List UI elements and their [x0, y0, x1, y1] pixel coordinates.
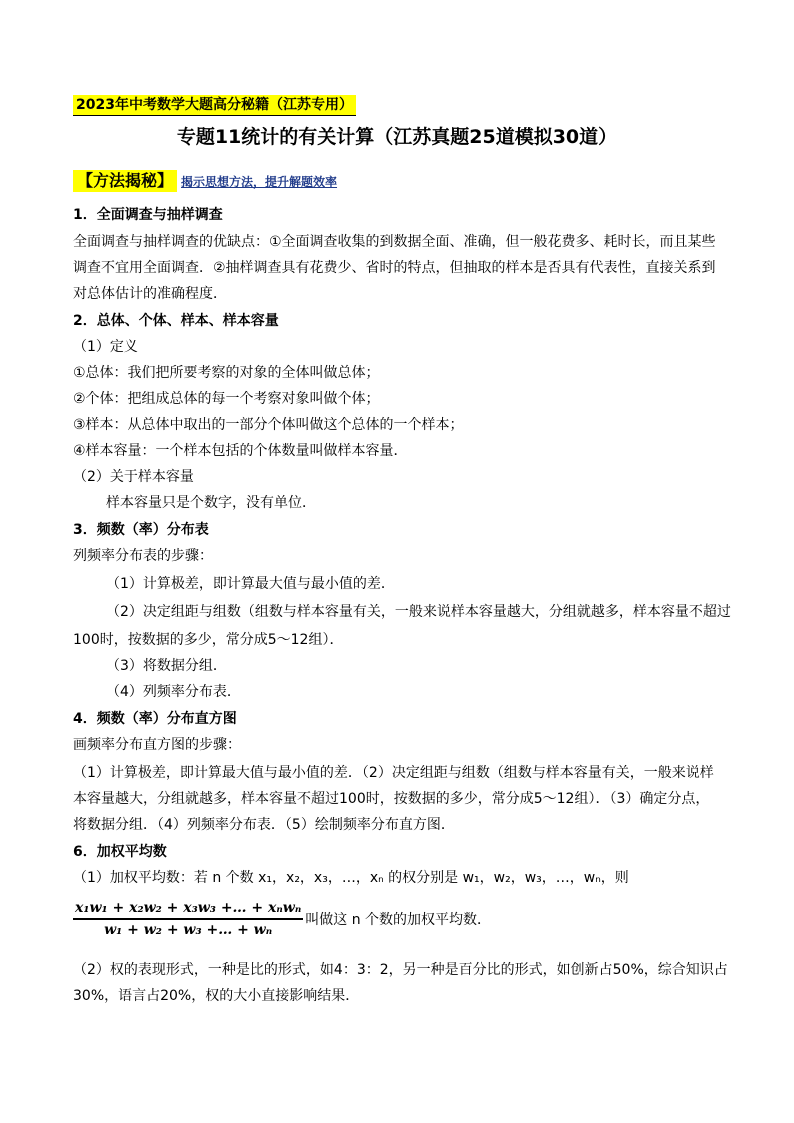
- list-item: ③样本：从总体中取出的一部分个体叫做这个总体的一个样本；: [73, 417, 464, 433]
- paragraph-line: （1）加权平均数：若 n 个数 x₁，x₂，x₃，…，xₙ 的权分别是 w₁，w₂，w₃，…，wₙ，则: [73, 870, 629, 886]
- method-badge: 【方法揭秘】: [73, 170, 177, 192]
- section-heading: 3．频数（率）分布表: [73, 522, 209, 538]
- paragraph-line: 本容量越大，分组就越多，样本容量不超过100时，按数据的多少，常分成5～12组）．（3）确定分点，: [73, 791, 710, 807]
- paragraph-line: 全面调查与抽样调查的优缺点：①全面调查收集的到数据全面、准确，但一般花费多、耗时长，而且某些: [73, 234, 716, 250]
- list-item: ④样本容量：一个样本包括的个体数量叫做样本容量．: [73, 443, 408, 459]
- list-item: ①总体：我们把所要考察的对象的全体叫做总体；: [73, 365, 380, 381]
- series-header-tag: 2023年中考数学大题高分秘籍（江苏专用）: [73, 95, 356, 116]
- paragraph-line: （2）关于样本容量: [73, 469, 194, 485]
- page-title: 专题11统计的有关计算（江苏真题25道模拟30道）: [176, 126, 618, 148]
- paragraph-line: （1）定义: [73, 339, 138, 355]
- section-heading: 1．全面调查与抽样调查: [73, 207, 223, 223]
- paragraph-line: 对总体估计的准确程度．: [73, 286, 227, 302]
- list-item: （4）列频率分布表．: [106, 684, 241, 700]
- list-item: （2）决定组距与组数（组数与样本容量有关，一般来说样本容量越大，分组就越多，样本容量不超过: [106, 604, 731, 620]
- paragraph-line: 将数据分组．（4）列频率分布表．（5）绘制频率分布直方图．: [73, 817, 455, 833]
- fraction-numerator: x₁w₁ + x₂w₂ + x₃w₃ +… + xₙwₙ: [75, 900, 302, 916]
- formula-caption: 叫做这 n 个数的加权平均数．: [305, 911, 492, 928]
- paragraph-line: 30%，语言占20%，权的大小直接影响结果．: [73, 988, 360, 1004]
- fraction: [73, 900, 303, 938]
- list-item: ②个体：把组成总体的每一个考察对象叫做个体；: [73, 391, 380, 407]
- paragraph-line: 画频率分布直方图的步骤：: [73, 737, 241, 753]
- section-heading: 6．加权平均数: [73, 844, 167, 860]
- paragraph-line: 100时，按数据的多少，常分成5～12组）．: [73, 632, 344, 648]
- weighted-mean-formula: [73, 900, 491, 938]
- paragraph-line: 列频率分布表的步骤：: [73, 548, 213, 564]
- method-subtitle: 揭示思想方法，提升解题效率: [181, 174, 338, 189]
- list-item: （3）将数据分组．: [106, 658, 227, 674]
- section-heading: 2．总体、个体、样本、样本容量: [73, 313, 279, 329]
- section-heading: 4．频数（率）分布直方图: [73, 711, 237, 727]
- list-item: （1）计算极差，即计算最大值与最小值的差．: [106, 576, 395, 592]
- paragraph-line: 样本容量只是个数字，没有单位．: [106, 495, 316, 511]
- paragraph-line: （1）计算极差，即计算最大值与最小值的差．（2）决定组距与组数（组数与样本容量有关，一般来说样: [73, 765, 714, 781]
- paragraph-line: 调查不宜用全面调查．②抽样调查具有花费少、省时的特点，但抽取的样本是否具有代表性，直接关系到: [73, 260, 716, 276]
- paragraph-line: （2）权的表现形式，一种是比的形式，如4：3：2，另一种是百分比的形式，如创新占50%，综合知识占: [73, 962, 728, 978]
- method-section-header: [73, 169, 337, 193]
- fraction-denominator: w₁ + w₂ + w₃ +… + wₙ: [104, 921, 273, 938]
